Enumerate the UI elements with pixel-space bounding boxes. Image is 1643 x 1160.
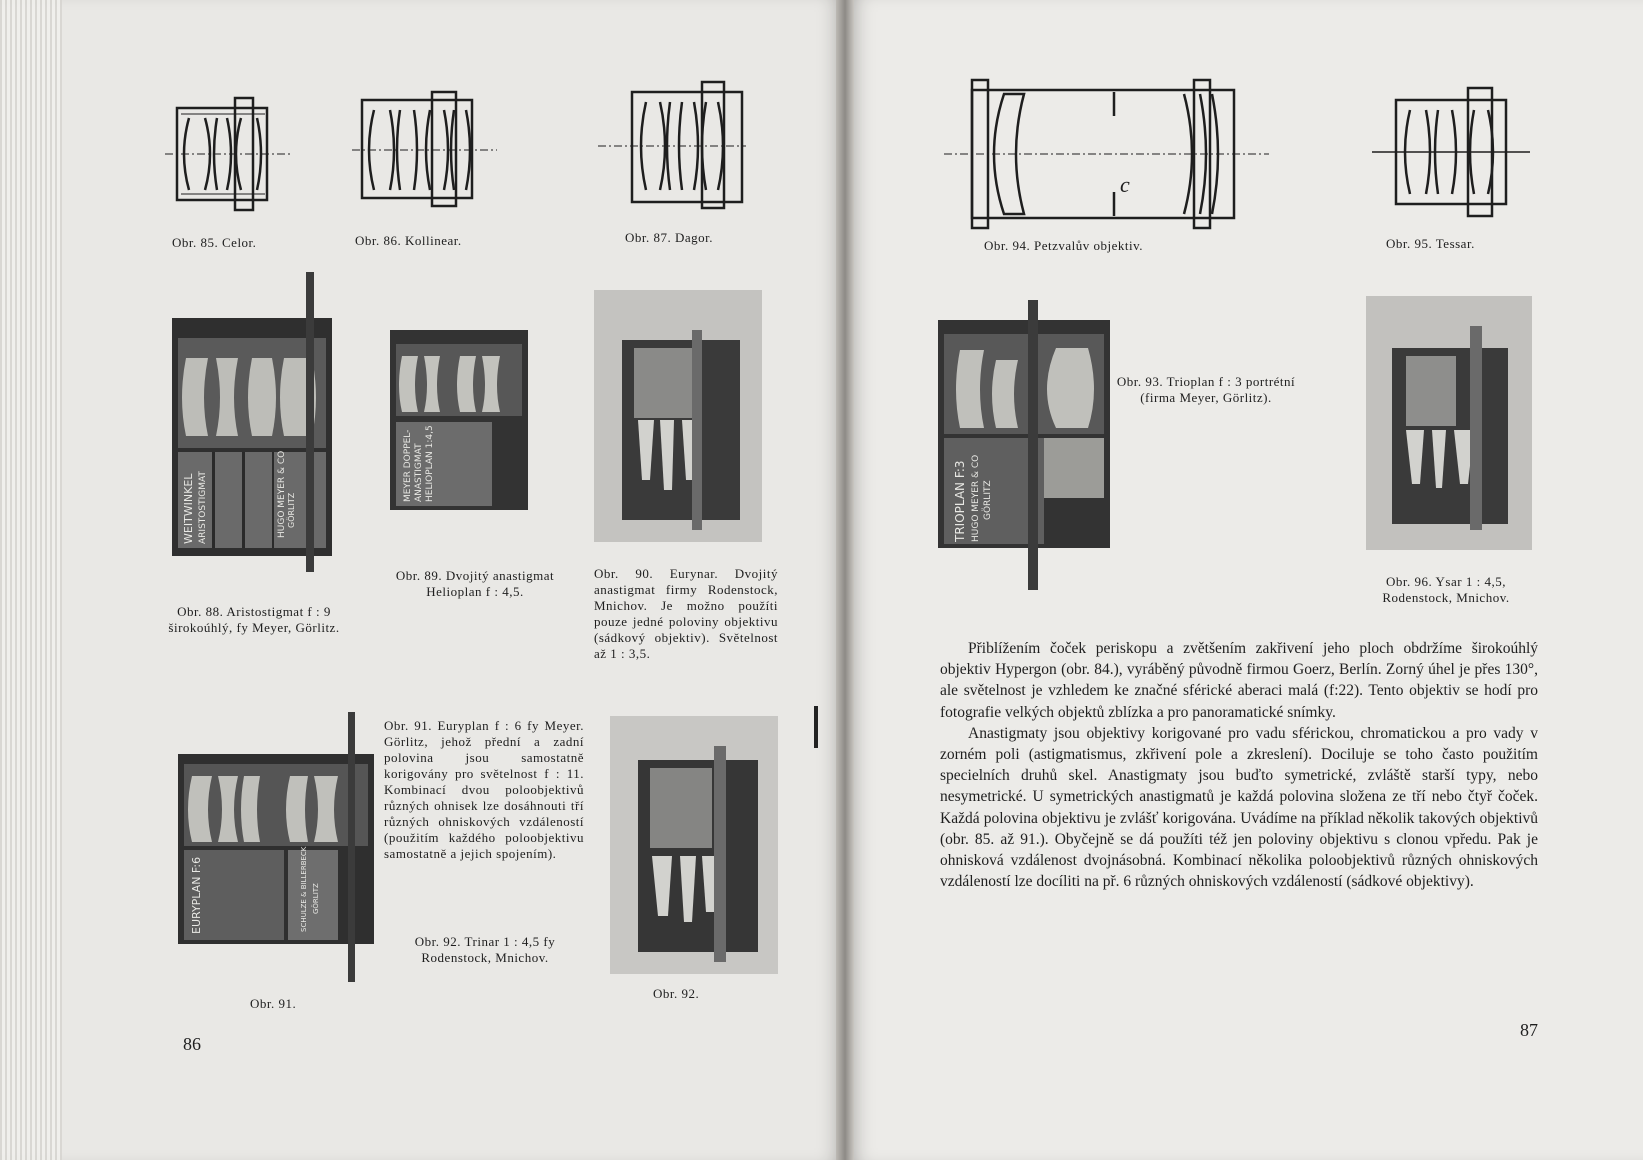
- caption-fig86: Obr. 86. Kollinear.: [355, 233, 462, 248]
- book-gutter: [836, 0, 854, 1160]
- fig89-engraving-2: ANASTIGMAT: [414, 443, 424, 502]
- euryplan-photo: [178, 754, 374, 944]
- fig93-engraving-2: HUGO MEYER & CO: [971, 454, 981, 542]
- fig89-engraving-3: HELIOPLAN 1:4,5: [425, 425, 435, 502]
- caption-fig96: Obr. 96. Ysar 1 : 4,5, Rodenstock, Mnichov.: [1382, 574, 1510, 605]
- caption-fig85: Obr. 85. Celor.: [172, 235, 257, 250]
- fig93-engraving-1: TRIOPLAN F:3: [953, 460, 967, 542]
- caption-fig91-label: Obr. 91.: [250, 996, 297, 1011]
- tessar-diagram: [1372, 80, 1532, 226]
- fig91-engraving-3: GÖRLITZ: [312, 883, 320, 914]
- caption-fig94: Obr. 94. Petzvalův objektiv.: [984, 238, 1144, 253]
- margin-mark: [814, 706, 818, 748]
- paragraph-hypergon: Přiblížením čoček periskopu a zvětšením zakřivení jeho ploch obdržíme širokoúhlý objektiv Hypergon (obr. 84.), vyráběný původně firmou Goerz, Berlín. Zorný úhel je přes 130°, ale světelnost je vzhledem ke značné sférické aberaci malá (f:22). Tento objektiv se hodí pro fotografie velkých objektů zblízka a pro panoramatické snímky.: [940, 640, 1538, 721]
- dagor-diagram: [598, 76, 748, 216]
- caption-fig93: Obr. 93. Trioplan f : 3 portrétní (firma Meyer, Görlitz).: [1116, 374, 1296, 405]
- caption-fig88: Obr. 88. Aristostigmat f : 9 širokoúhlý, fy Meyer, Görlitz.: [168, 604, 340, 635]
- fig88-engraving-3: HUGO MEYER & CO: [277, 450, 287, 538]
- caption-fig87: Obr. 87. Dagor.: [625, 230, 714, 245]
- trinar-photo: [610, 716, 778, 974]
- page-number-left: 86: [183, 1034, 201, 1054]
- fig93-mount: [1028, 300, 1038, 590]
- caption-fig92: Obr. 92. Trinar 1 : 4,5 fy Rodenstock, Mnichov.: [414, 934, 556, 965]
- helioplan-photo: [390, 330, 528, 510]
- caption-fig91: Obr. 91. Euryplan f : 6 fy Meyer. Görlitz, jehož přední a zadní polovina jsou samostatně korigovány pro světelnost f : 11. Kombinací dvou poloobjektivů různých ohnisek lze dosáhnouti tří různých ohniskových vzdáleností (použitím každého poloobjektivu samostatně a jejich spojením).: [384, 718, 584, 861]
- paragraph-anastigmaty: Anastigmaty jsou objektivy korigované pro vadu sférickou, chromatickou a pro vady v zorném poli (astigmatismus, zkřivení pole a zkreslení). Dociluje se toho často použitím specielních druhů skel. Anastigmaty jsou buďto symetrické, zvláště starší typy, nebo nesymetrické. U symetrických anastigmatů je každá polovina složena ze tří nebo čtyř čoček. Každá polovina objektivu je zvlášť korigována. Uvádíme na příklad několik takových objektivů (obr. 85. až 91.). Obyčejně se dá použíti též jen poloviny objektivu s clonou vpředu. Pak je ohnisková vzdálenost dvojnásobná. Kombinací několika poloobjektivů různých ohniskových vzdáleností lze docíliti na př. 6 různých ohniskových vzdáleností (sádkové objektivy).: [940, 724, 1538, 891]
- caption-fig95: Obr. 95. Tessar.: [1386, 236, 1475, 251]
- celor-diagram: [165, 90, 295, 225]
- body-text: [940, 638, 1538, 892]
- fig91-engraving-1: EURYPLAN F:6: [190, 856, 203, 934]
- eurynar-photo: [594, 290, 762, 542]
- petzval-label-c: c: [1120, 172, 1130, 197]
- petzval-diagram: [944, 76, 1274, 236]
- caption-fig89: Obr. 89. Dvojitý anastigmat Helioplan f : 4,5.: [395, 568, 555, 599]
- fig88-engraving-2: ARISTOSTIGMAT: [198, 471, 208, 544]
- page-edges: [0, 0, 62, 1160]
- trioplan-photo: [938, 320, 1110, 548]
- fig88-engraving-1: WEITWINKEL: [182, 473, 195, 544]
- ysar-photo: [1366, 296, 1532, 550]
- kollinear-diagram: [352, 88, 502, 223]
- fig91-mount: [348, 712, 355, 982]
- fig88-mount: [306, 272, 314, 572]
- caption-fig90: Obr. 90. Eurynar. Dvojitý anastigmat firmy Rodenstock, Mnichov. Je možno použíti pouze jedné poloviny objektivu (sádkový objektiv). Světelnost až 1 : 3,5.: [594, 566, 778, 661]
- fig88-engraving-4: GÖRLITZ: [287, 492, 296, 528]
- caption-fig92-label: Obr. 92.: [653, 986, 700, 1001]
- page-number-right: 87: [1520, 1020, 1538, 1040]
- fig93-engraving-3: GÖRLITZ: [983, 480, 993, 520]
- fig89-engraving-1: MEYER DOPPEL-: [403, 429, 413, 502]
- fig91-engraving-2: SCHULZE & BILLERBECK: [300, 846, 308, 932]
